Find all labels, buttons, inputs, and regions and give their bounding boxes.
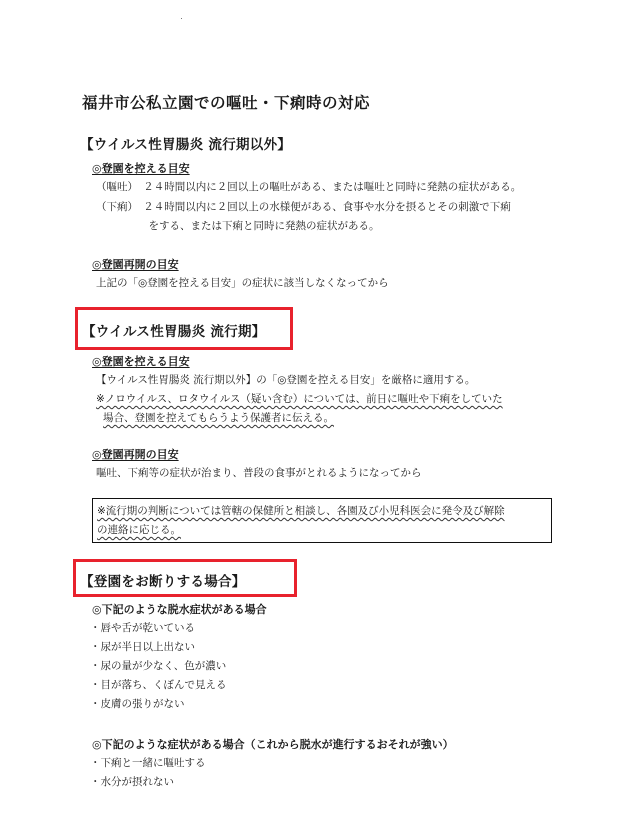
norovirus-note-continued: [103, 410, 334, 426]
epidemic-note-line-2-text: の連絡に応じる。: [97, 524, 181, 536]
norovirus-note-line: [96, 391, 503, 407]
resume-guideline-heading-epidemic-text: ◎登園再開の目安: [92, 448, 179, 461]
refrain-guideline-heading-text: ◎登園を控える目安: [92, 162, 190, 175]
vomiting-criteria-line: （嘔吐） ２４時間以内に２回以上の嘔吐がある、または嘔吐と同時に発熱の症状がある。: [96, 181, 522, 193]
diarrhea-criteria-continued: をする、または下痢と同時に発熱の症状がある。: [96, 220, 380, 232]
resume-guideline-line: 上記の「◎登園を控える目安」の症状に該当しなくなってから: [96, 277, 389, 289]
dehydration-heading: ◎下記のような脱水症状がある場合: [92, 603, 267, 616]
section-heading-epidemic: 【ウイルス性胃腸炎 流行期】: [82, 324, 266, 340]
scan-speck: [181, 18, 182, 19]
norovirus-note-continued-text: 場合、登園を控えてもらうよう保護者に伝える。: [103, 412, 334, 424]
strict-apply-line: 【ウイルス性胃腸炎 流行期以外】の「◎登園を控える目安」を厳格に適用する。: [96, 374, 476, 386]
refrain-guideline-heading: [92, 160, 190, 176]
list-item: ・尿の量が少なく、色が濃い: [90, 660, 227, 672]
list-item: ・下痢と一緒に嘔吐する: [90, 757, 206, 769]
resume-guideline-heading-text: ◎登園再開の目安: [92, 258, 179, 271]
list-item: ・皮膚の張りがない: [90, 698, 185, 710]
refrain-guideline-heading-epidemic-text: ◎登園を控える目安: [92, 355, 190, 368]
section-heading-refusal: 【登園をお断りする場合】: [80, 574, 246, 590]
refrain-guideline-heading-epidemic: [92, 353, 190, 369]
list-item: ・唇や舌が乾いている: [90, 622, 195, 634]
epidemic-note-line-1: [97, 503, 505, 519]
list-item: ・目が落ち、くぼんで見える: [90, 679, 227, 691]
norovirus-note-text: ※ノロウイルス、ロタウイルス（疑い含む）については、前日に嘔吐や下痢をしていた: [96, 393, 503, 405]
epidemic-note-line-1-text: ※流行期の判断については管轄の保健所と相談し、各園及び小児科医会に発令及び解除: [97, 505, 505, 517]
section-heading-outside-epidemic: 【ウイルス性胃腸炎 流行期以外】: [80, 137, 292, 153]
resume-guideline-heading-epidemic: [92, 446, 179, 462]
epidemic-note-line-2: [97, 522, 181, 538]
worsening-symptoms-heading: ◎下記のような症状がある場合（これから脱水が進行するおそれが強い）: [92, 738, 454, 751]
diarrhea-criteria-line: （下痢） ２４時間以内に２回以上の水様便がある、食事や水分を摂るとその刺激で下痢: [96, 201, 511, 213]
page-title: 福井市公私立園での嘔吐・下痢時の対応: [82, 94, 371, 112]
resume-guideline-line-epidemic: 嘔吐、下痢等の症状が治まり、普段の食事がとれるようになってから: [96, 467, 422, 479]
list-item: ・尿が半日以上出ない: [90, 641, 195, 653]
list-item: ・水分が摂れない: [90, 776, 174, 788]
resume-guideline-heading: [92, 256, 179, 272]
